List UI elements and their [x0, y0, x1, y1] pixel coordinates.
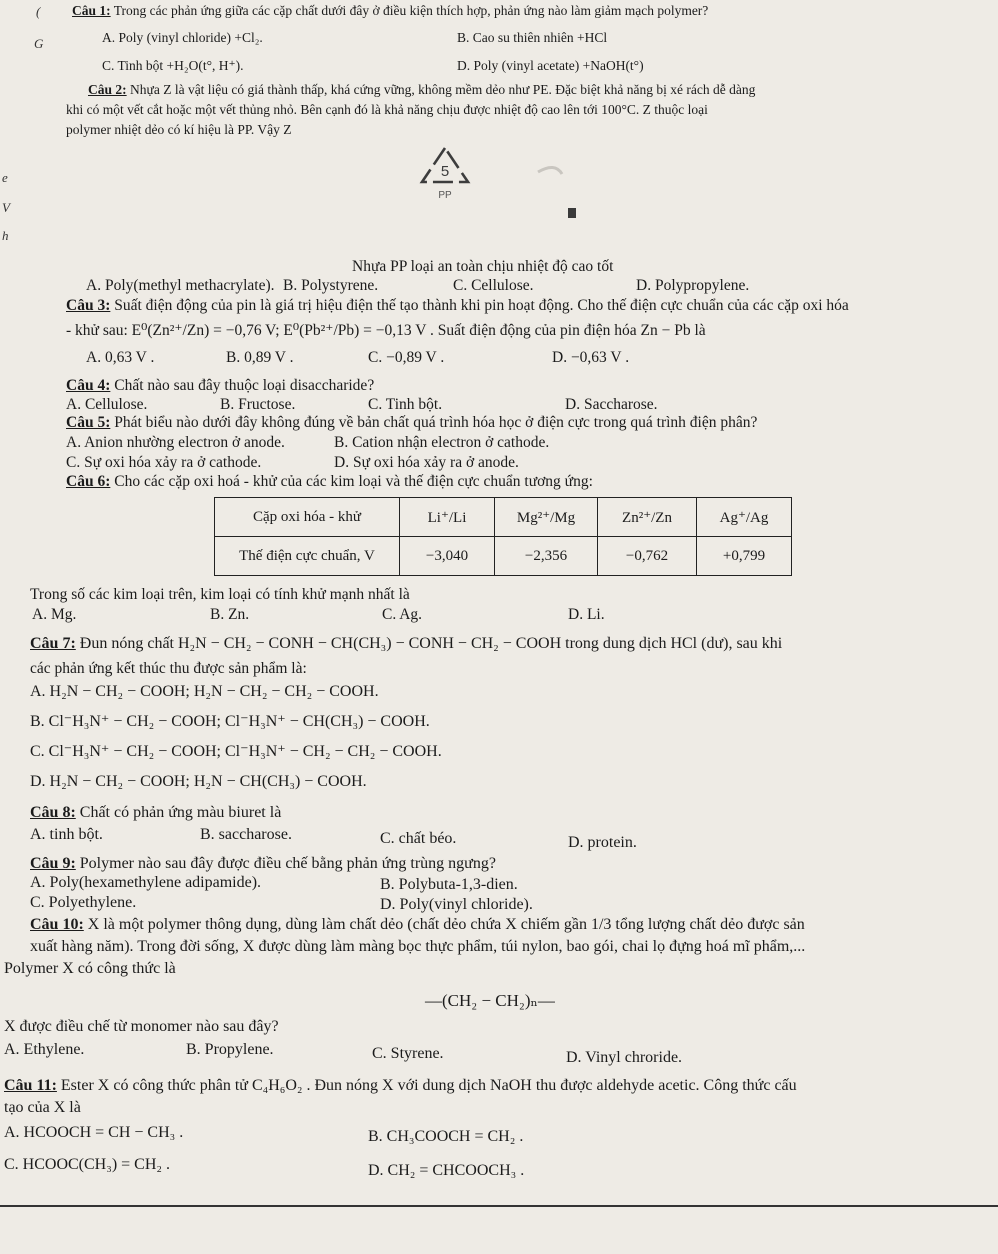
q4-option-d[interactable]: D. Saccharose.	[565, 396, 658, 413]
q2-text-line	[88, 81, 755, 99]
table-cell: Li⁺/Li	[400, 498, 495, 537]
table-cell: Ag⁺/Ag	[697, 498, 792, 537]
q1-title: Câu 1:	[72, 3, 111, 18]
q9-option-b[interactable]: B. Polybuta-1,3-dien.	[380, 876, 518, 893]
table-cell: +0,799	[697, 537, 792, 576]
q11-option-d[interactable]: D. CH₂ = CHCOOCH₃ .	[368, 1162, 525, 1179]
q5-option-c[interactable]: C. Sự oxi hóa xảy ra ở cathode.	[66, 454, 262, 471]
q7-line2: các phản ứng kết thúc thu được sản phẩm là:	[30, 660, 307, 677]
q7-option-b[interactable]: B. Cl⁻H₃N⁺ − CH₂ − COOH; Cl⁻H₃N⁺ − CH(CH₃) − COOH.	[30, 713, 430, 730]
margin-mark: V	[2, 200, 10, 215]
q8-title: Câu 8:	[30, 804, 76, 821]
q3-option-c[interactable]: C. −0,89 V .	[368, 349, 445, 366]
margin-mark: (	[36, 4, 41, 19]
q2-line2: khi có một vết cắt hoặc một vết thủng nhỏ. Bên cạnh đó là khả năng chịu được nhiệt độ cao lên tới 100°C. Z thuộc loại	[66, 102, 708, 117]
q7-line1: Đun nóng chất H₂N − CH₂ − CONH − CH(CH₃) − CONH − CH₂ − COOH trong dung dịch HCl (dư), sau khi	[79, 635, 783, 652]
q5-text: Phát biểu nào dưới đây không đúng về bản chất quá trình hóa học ở điện cực trong quá trình điện phân?	[114, 414, 758, 431]
q10-title: Câu 10:	[30, 916, 84, 933]
q2-title: Câu 2:	[88, 82, 127, 97]
q3-line1: Suất điện động của pin là giá trị hiệu điện thế tạo thành khi pin hoạt động. Cho thế điện cực chuẩn của các cặp oxi hóa	[114, 297, 849, 314]
q10-line3: Polymer X có công thức là	[4, 960, 176, 977]
table-header-couple: Cặp oxi hóa - khử	[215, 498, 400, 537]
q4-option-b[interactable]: B. Fructose.	[220, 396, 296, 413]
q1-text: Trong các phản ứng giữa các cặp chất dưới đây ở điều kiện thích hợp, phản ứng nào làm giảm mạch polymer?	[113, 3, 709, 18]
q3-option-b[interactable]: B. 0,89 V .	[226, 349, 294, 366]
q9-option-a[interactable]: A. Poly(hexamethylene adipamide).	[30, 874, 262, 891]
q7-text-line	[30, 635, 782, 653]
q11-line1: Ester X có công thức phân tử C₄H₆O₂ . Đun nóng X với dung dịch NaOH thu được aldehyde acetic. Công thức cấu	[60, 1077, 797, 1094]
table-cell: Mg²⁺/Mg	[495, 498, 598, 537]
recycle-code: PP	[438, 190, 452, 201]
table-row	[215, 537, 792, 576]
q2-option-b[interactable]: B. Polystyrene.	[283, 277, 379, 294]
q11-option-c[interactable]: C. HCOOC(CH₃) = CH₂ .	[4, 1156, 170, 1173]
q11-line2: tạo của X là	[4, 1099, 81, 1116]
q6-title: Câu 6:	[66, 473, 111, 490]
q9-option-d[interactable]: D. Poly(vinyl chloride).	[380, 896, 533, 913]
q2-option-c[interactable]: C. Cellulose.	[453, 277, 534, 294]
q8-option-d[interactable]: D. protein.	[568, 834, 637, 851]
q1-text-line	[72, 2, 708, 20]
q2-figure-caption: Nhựa PP loại an toàn chịu nhiệt độ cao tốt	[352, 258, 614, 275]
q1-option-b[interactable]: B. Cao su thiên nhiên +HCl	[457, 30, 608, 45]
q6-option-b[interactable]: B. Zn.	[210, 606, 250, 623]
pp-container-picture	[500, 160, 600, 230]
q7-title: Câu 7:	[30, 635, 76, 652]
q4-option-a[interactable]: A. Cellulose.	[66, 396, 148, 413]
q10-option-c[interactable]: C. Styrene.	[372, 1045, 444, 1062]
q2-option-a[interactable]: A. Poly(methyl methacrylate).	[86, 277, 275, 294]
q2-line1: Nhựa Z là vật liệu có giá thành thấp, khá cứng vững, không mềm dẻo như PE. Đặc biệt khả năng bị xé rách dễ dàng	[130, 82, 756, 97]
margin-mark: h	[2, 228, 9, 243]
electrode-potential-table	[214, 497, 792, 576]
recycle-pp-logo	[400, 142, 490, 202]
q6-question: Trong số các kim loại trên, kim loại có tính khử mạnh nhất là	[30, 586, 410, 603]
q5-option-b[interactable]: B. Cation nhận electron ở cathode.	[334, 434, 550, 451]
q8-option-c[interactable]: C. chất béo.	[380, 830, 457, 847]
q5-text-line	[66, 414, 757, 432]
q6-text: Cho các cặp oxi hoá - khử của các kim loại và thế điện cực chuẩn tương ứng:	[114, 473, 593, 490]
table-header-potential: Thế điện cực chuẩn, V	[215, 537, 400, 576]
q2-line3: polymer nhiệt dẻo có kí hiệu là PP. Vậy Z	[66, 122, 292, 137]
q1-option-a[interactable]: A. Poly (vinyl chloride) +Cl₂.	[102, 30, 263, 45]
table-cell: −0,762	[598, 537, 697, 576]
q9-text-line	[30, 855, 496, 873]
margin-mark: e	[2, 170, 8, 185]
q3-title: Câu 3:	[66, 297, 111, 314]
q8-option-b[interactable]: B. saccharose.	[200, 826, 292, 843]
q11-option-a[interactable]: A. HCOOCH = CH − CH₃ .	[4, 1124, 184, 1141]
q10-line2: xuất hàng năm). Trong đời sống, X được dùng làm màng bọc thực phẩm, túi nylon, bao gói, chai lọ đựng hoá mĩ phẩm,...	[30, 938, 806, 955]
q5-title: Câu 5:	[66, 414, 111, 431]
page-divider	[0, 1205, 998, 1207]
q10-line1: X là một polymer thông dụng, dùng làm chất dẻo (chất dẻo chứa X chiếm gần 1/3 tổng lượng chất dẻo được sản	[87, 916, 805, 933]
q8-text-line	[30, 804, 281, 822]
q3-line2: - khử sau: E⁰(Zn²⁺/Zn) = −0,76 V; E⁰(Pb²⁺/Pb) = −0,13 V . Suất điện động của pin điện hóa Zn − Pb là	[66, 322, 706, 339]
table-cell: −3,040	[400, 537, 495, 576]
q10-line4: X được điều chế từ monomer nào sau đây?	[4, 1018, 279, 1035]
q4-text-line	[66, 377, 374, 395]
table-cell: −2,356	[495, 537, 598, 576]
margin-mark: G	[34, 36, 44, 51]
q9-option-c[interactable]: C. Polyethylene.	[30, 894, 137, 911]
q6-option-a[interactable]: A. Mg.	[32, 606, 77, 623]
q6-option-d[interactable]: D. Li.	[568, 606, 605, 623]
q8-option-a[interactable]: A. tinh bột.	[30, 826, 103, 843]
q7-option-d[interactable]: D. H₂N − CH₂ − COOH; H₂N − CH(CH₃) − COOH.	[30, 773, 367, 790]
q10-option-a[interactable]: A. Ethylene.	[4, 1041, 85, 1058]
q5-option-a[interactable]: A. Anion nhường electron ở anode.	[66, 434, 285, 451]
q6-text-line	[66, 473, 593, 491]
table-row	[215, 498, 792, 537]
q8-text: Chất có phản ứng màu biuret là	[79, 804, 282, 821]
q10-option-d[interactable]: D. Vinyl chroride.	[566, 1049, 683, 1066]
q10-option-b[interactable]: B. Propylene.	[186, 1041, 274, 1058]
q9-title: Câu 9:	[30, 855, 76, 872]
q1-option-d[interactable]: D. Poly (vinyl acetate) +NaOH(t°)	[457, 58, 644, 73]
q2-option-d[interactable]: D. Polypropylene.	[636, 277, 750, 294]
q3-text-line	[66, 297, 849, 315]
q1-option-c[interactable]: C. Tinh bột +H₂O(t°, H⁺).	[102, 58, 244, 73]
q7-option-a[interactable]: A. H₂N − CH₂ − COOH; H₂N − CH₂ − CH₂ − COOH.	[30, 683, 379, 700]
recycle-number: 5	[440, 163, 450, 180]
q5-option-d[interactable]: D. Sự oxi hóa xảy ra ở anode.	[334, 454, 519, 471]
q7-option-c[interactable]: C. Cl⁻H₃N⁺ − CH₂ − COOH; Cl⁻H₃N⁺ − CH₂ − CH₂ − COOH.	[30, 743, 442, 760]
q3-option-d[interactable]: D. −0,63 V .	[552, 349, 630, 366]
q3-option-a[interactable]: A. 0,63 V .	[86, 349, 155, 366]
q6-option-c[interactable]: C. Ag.	[382, 606, 423, 623]
q9-text: Polymer nào sau đây được điều chế bằng phản ứng trùng ngưng?	[79, 855, 496, 872]
q11-text-line	[4, 1077, 797, 1095]
q10-text-line	[30, 916, 805, 934]
q4-text: Chất nào sau đây thuộc loại disaccharide?	[114, 377, 375, 394]
q11-title: Câu 11:	[4, 1077, 57, 1094]
table-cell: Zn²⁺/Zn	[598, 498, 697, 537]
q10-formula: —(CH₂ − CH₂)ₙ—	[425, 991, 555, 1010]
q4-title: Câu 4:	[66, 377, 111, 394]
q11-option-b[interactable]: B. CH₃COOCH = CH₂ .	[368, 1128, 524, 1145]
q4-option-c[interactable]: C. Tinh bột.	[368, 396, 443, 413]
